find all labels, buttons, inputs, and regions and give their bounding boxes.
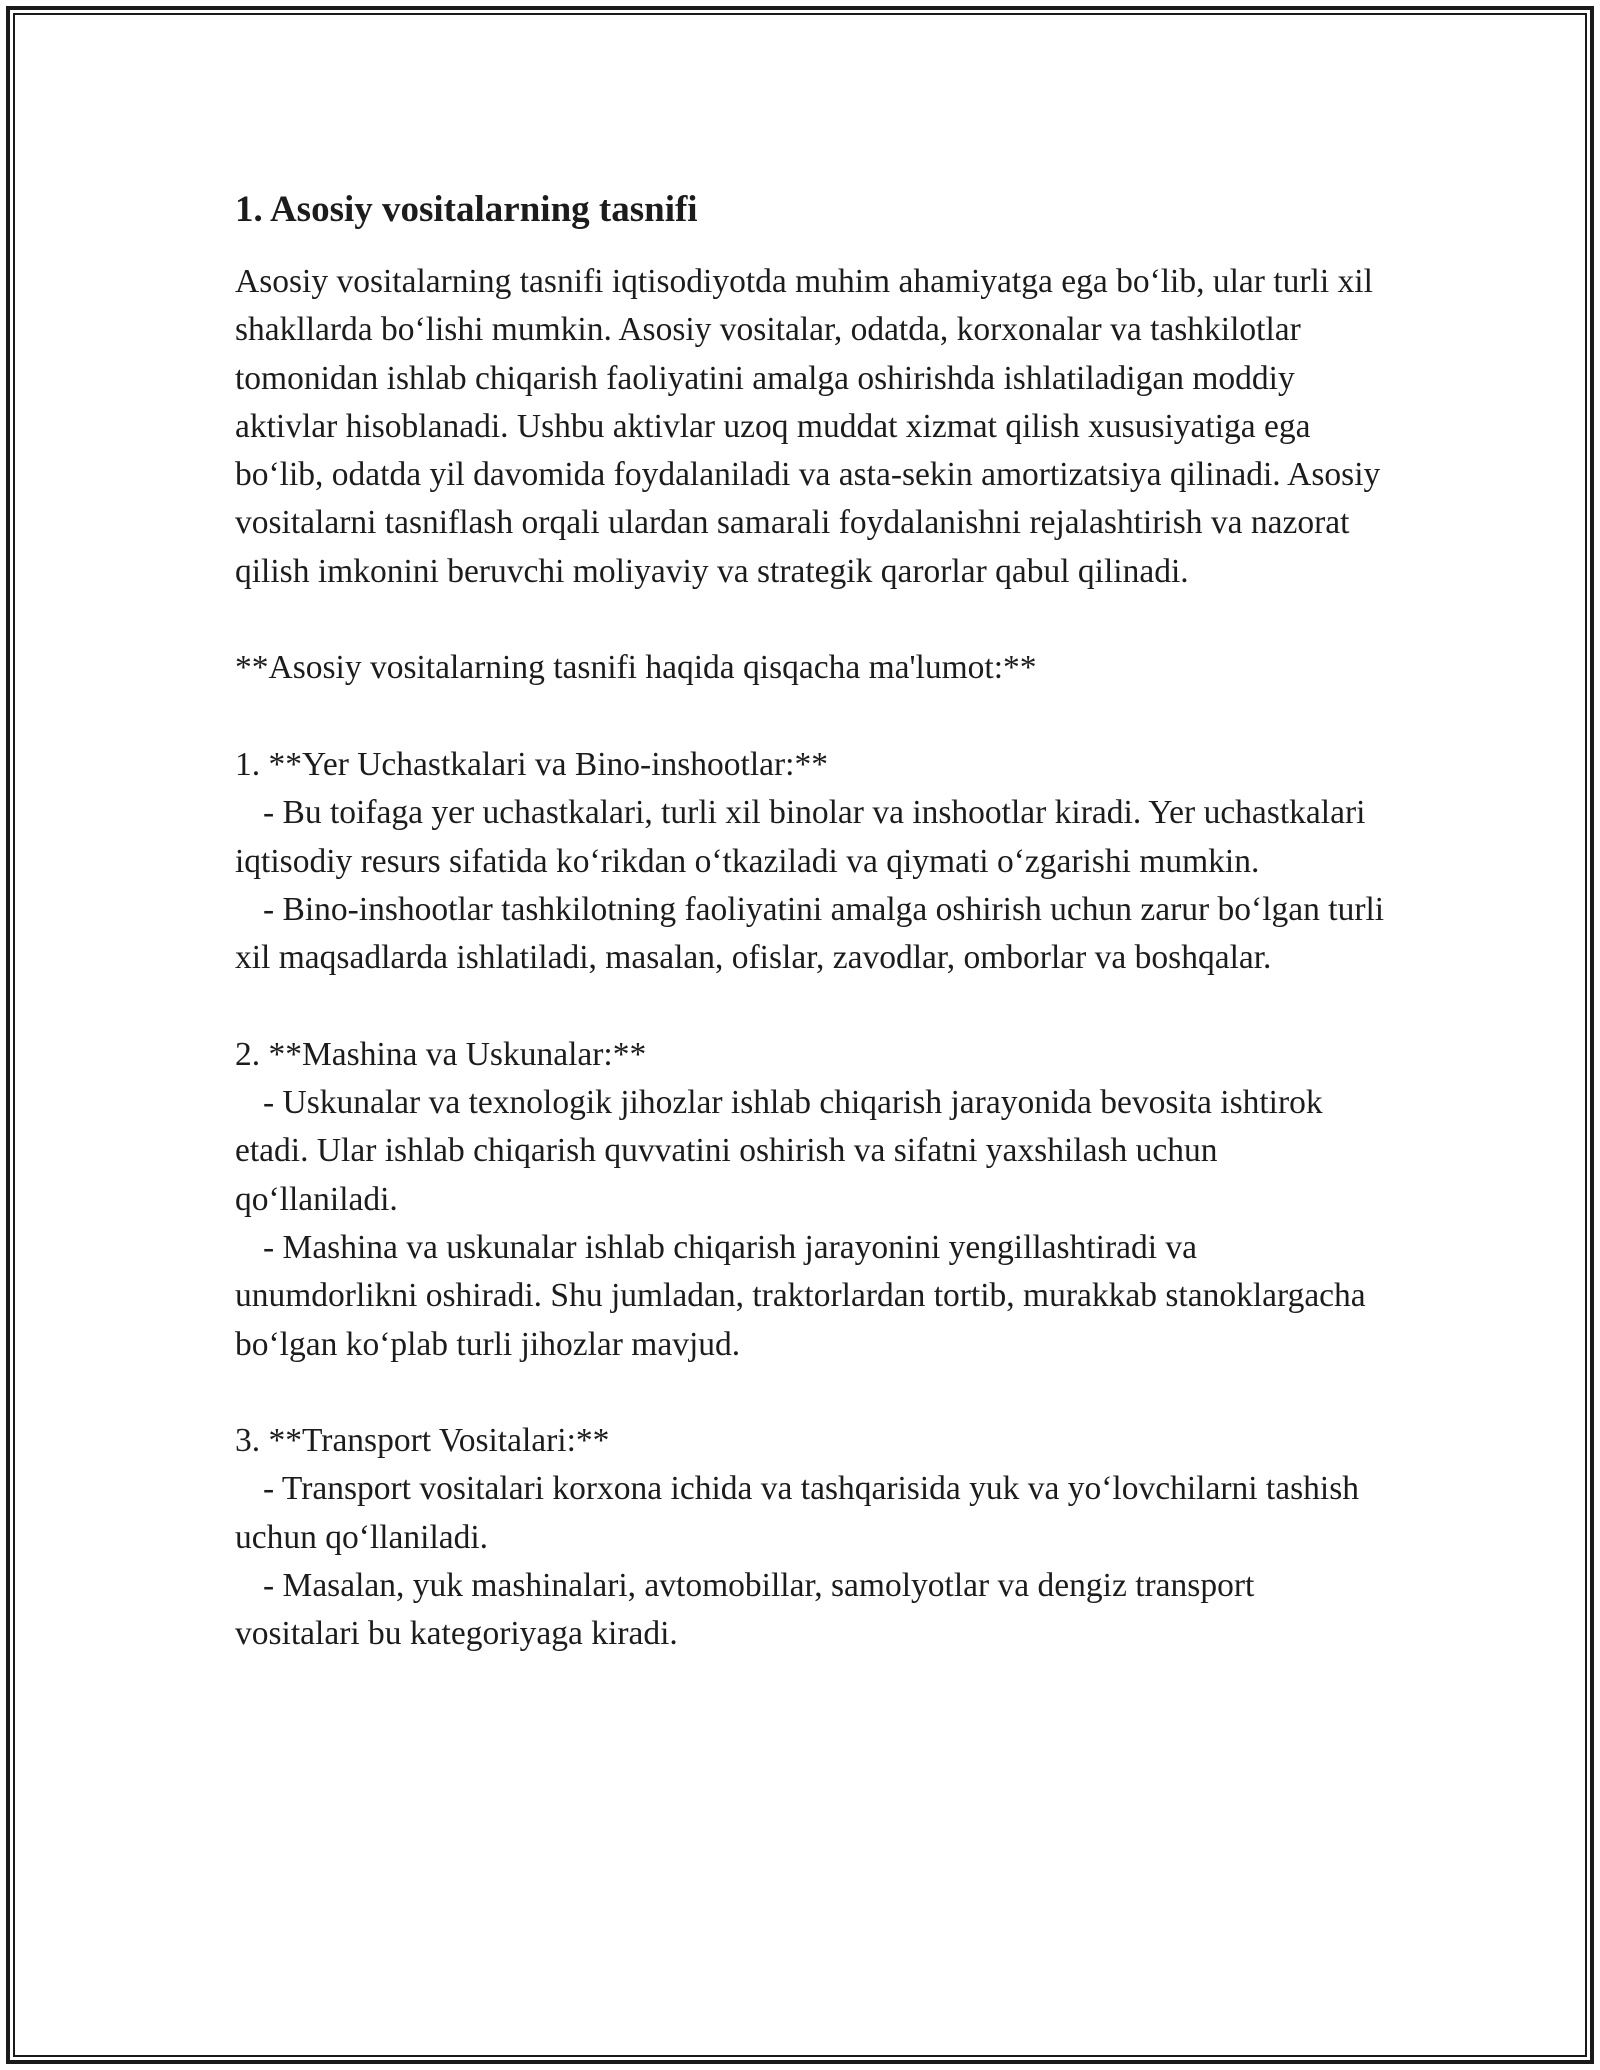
spacer <box>235 693 1385 741</box>
document-page <box>235 186 1385 1659</box>
section-bullet: - Mashina va uskunalar ishlab chiqarish jarayonini yengillashtiradi va unumdorlikni oshiradi. Shu jumladan, traktorlardan tortib, murakkab stanoklargacha boʻlgan koʻplab turli jihozlar mavjud. <box>235 1228 1366 1363</box>
section-land-buildings <box>235 741 1385 982</box>
section-title: 3. **Transport Vositalari:** <box>235 1422 610 1460</box>
section-bullet: - Uskunalar va texnologik jihozlar ishlab chiqarish jarayonida bevosita ishtirok etadi. Ular ishlab chiqarish quvvatini oshirish va sifatni yaxshilash uchun qoʻllaniladi. <box>235 1084 1323 1218</box>
intro-paragraph: Asosiy vositalarning tasnifi iqtisodiyotda muhim ahamiyatga ega boʻlib, ular turli xil shakllarda boʻlishi mumkin. Asosiy vositalar, odatda, korxonalar va tashkilotlar tomonidan ishlab chiqarish faoliyatini amalga oshirishda ishlatiladigan moddiy aktivlar hisoblanadi. Ushbu aktivlar uzoq muddat xizmat qilish xususiyatiga ega boʻlib, odatda yil davomida foydalaniladi va asta-sekin amortizatsiya qilinadi. Asosiy vositalarni tasniflash orqali ulardan samarali foydalanishni rejalashtirish va nazorat qilish imkonini beruvchi moliyaviy va strategik qarorlar qabul qilinadi. <box>235 263 1381 590</box>
section-title: 1. **Yer Uchastkalari va Bino-inshootlar:** <box>235 745 828 783</box>
section-transport <box>235 1417 1385 1658</box>
summary-heading: **Asosiy vositalarning tasnifi haqida qisqacha ma'lumot:** <box>235 649 1037 687</box>
section-bullet: - Bino-inshootlar tashkilotning faoliyatini amalga oshirish uchun zarur boʻlgan turli xil maqsadlarda ishlatiladi, masalan, ofislar, zavodlar, omborlar va boshqalar. <box>235 890 1385 977</box>
spacer <box>235 1369 1385 1417</box>
spacer <box>235 982 1385 1030</box>
section-bullet: - Masalan, yuk mashinalari, avtomobillar, samolyotlar va dengiz transport vositalari bu kategoriyaga kiradi. <box>235 1567 1255 1653</box>
section-bullet: - Bu toifaga yer uchastkalari, turli xil binolar va inshootlar kiradi. Yer uchastkalari iqtisodiy resurs sifatida koʻrikdan oʻtkaziladi va qiymati oʻzgarishi mumkin. <box>235 794 1366 880</box>
section-machines-equipment <box>235 1031 1385 1369</box>
section-title: 2. **Mashina va Uskunalar:** <box>235 1035 647 1073</box>
spacer <box>235 596 1385 644</box>
page-title: 1. Asosiy vositalarning tasnifi <box>235 189 698 230</box>
section-bullet: - Transport vositalari korxona ichida va tashqarisida yuk va yoʻlovchilarni tashish uchun qoʻllaniladi. <box>235 1470 1359 1556</box>
